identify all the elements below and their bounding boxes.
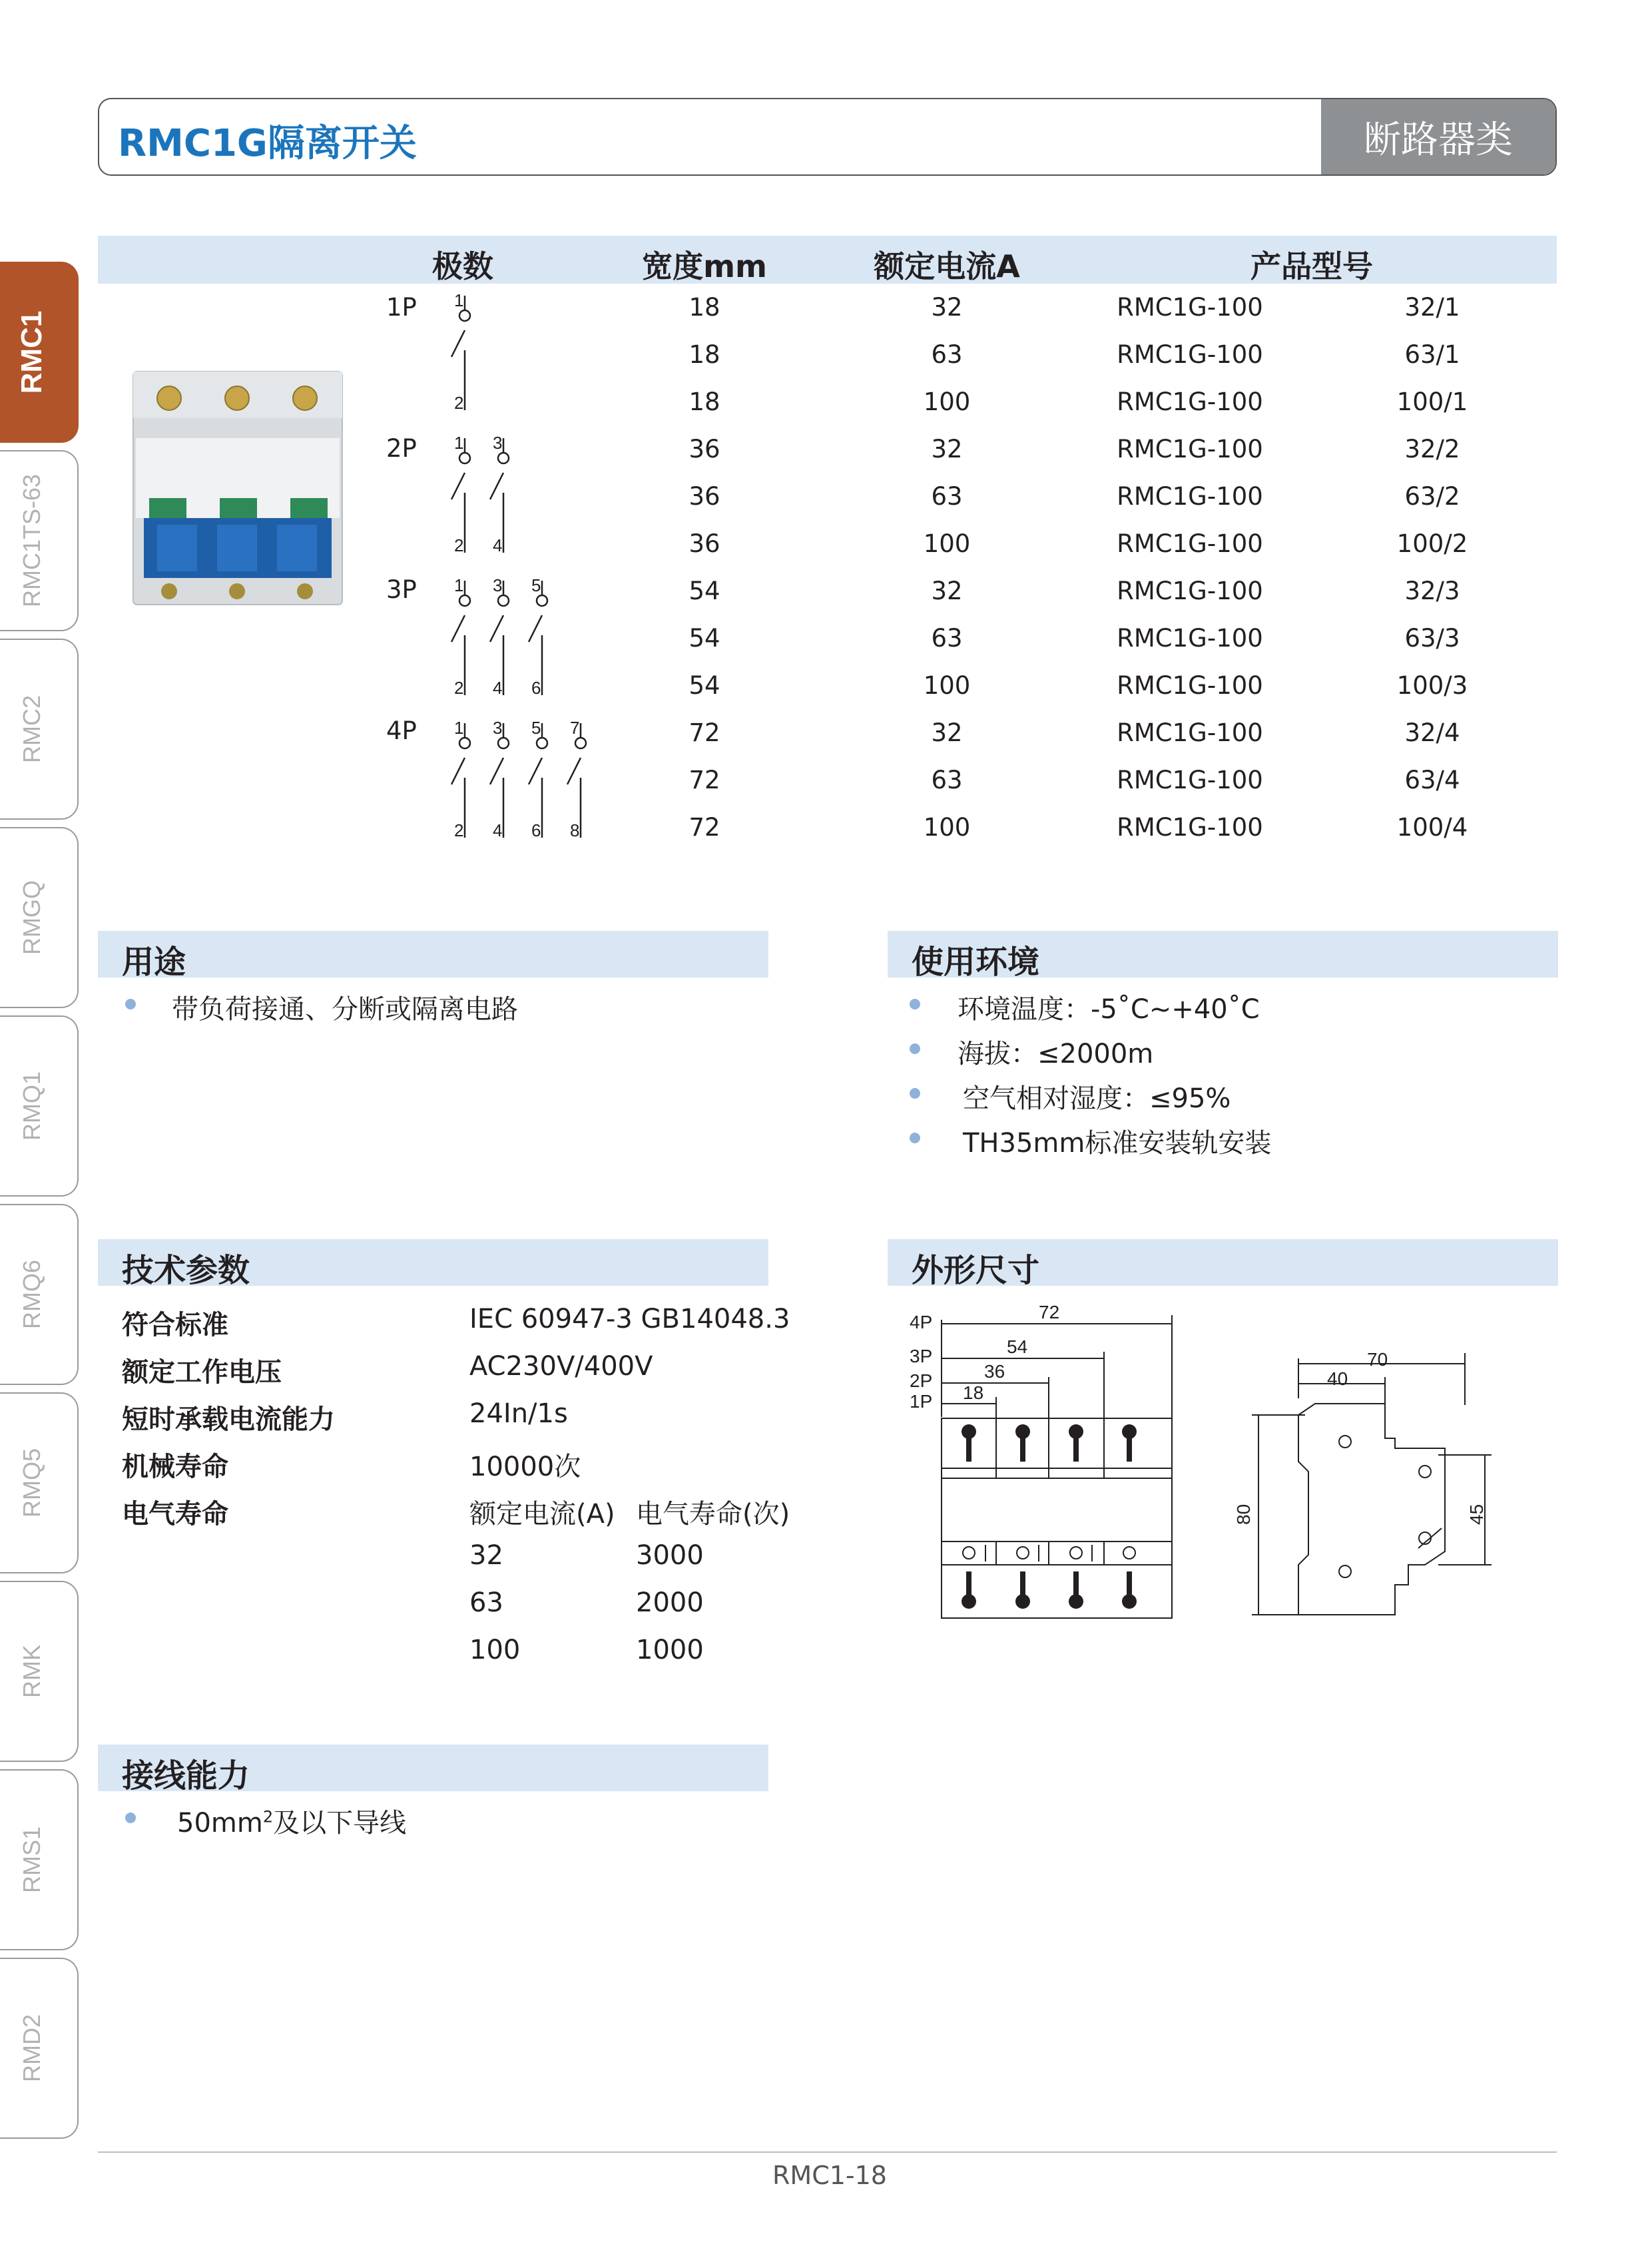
environment-item: 环境温度：-5˚C~+40˚C bbox=[958, 994, 1260, 1025]
pole-label-3p: 3P bbox=[386, 575, 417, 604]
param-label: 短时承载电流能力 bbox=[122, 1404, 335, 1435]
category-label: 断路器类 bbox=[1321, 99, 1555, 174]
side-tab-rmq1[interactable]: RMQ1 bbox=[0, 1015, 79, 1197]
side-tab-rmk[interactable]: RMK bbox=[0, 1581, 79, 1762]
dimension-drawing bbox=[906, 1298, 1551, 1625]
header-poles: 极数 bbox=[432, 248, 493, 284]
bullet-icon bbox=[910, 999, 920, 1009]
terminal-label: 7 bbox=[570, 718, 580, 738]
terminal-label: 2 bbox=[454, 820, 464, 840]
dim-pole-label: 4P bbox=[910, 1312, 933, 1332]
product-photo bbox=[131, 365, 345, 613]
side-tab-rms1[interactable]: RMS1 bbox=[0, 1769, 79, 1950]
terminal-label: 4 bbox=[493, 678, 503, 698]
side-tab-rmgq[interactable]: RMGQ bbox=[0, 827, 79, 1008]
dim-height2: 45 bbox=[1466, 1504, 1487, 1525]
header-model: 产品型号 bbox=[1250, 248, 1373, 284]
param-label: 电气寿命 bbox=[122, 1499, 228, 1530]
terminal-label: 1 bbox=[454, 433, 464, 453]
header-current: 额定电流A bbox=[874, 248, 1020, 284]
terminal-label: 6 bbox=[531, 678, 541, 698]
dim-depth2: 40 bbox=[1327, 1368, 1348, 1389]
terminal-label: 4 bbox=[493, 820, 503, 840]
side-tab-rmd2[interactable]: RMD2 bbox=[0, 1958, 79, 2139]
param-value: AC230V/400V bbox=[469, 1351, 653, 1382]
bullet-icon bbox=[125, 999, 136, 1009]
terminal-label: 3 bbox=[493, 433, 503, 453]
section-dimensions: 外形尺寸 bbox=[888, 1239, 1558, 1286]
header-width: 宽度mm bbox=[642, 248, 767, 284]
param-label: 机械寿命 bbox=[122, 1452, 228, 1482]
terminal-label: 3 bbox=[493, 575, 503, 595]
life-header-current: 额定电流(A) bbox=[469, 1499, 615, 1530]
param-value: 10000次 bbox=[469, 1452, 581, 1482]
param-value: IEC 60947-3 GB14048.3 bbox=[469, 1304, 790, 1334]
param-value: 24In/1s bbox=[469, 1398, 568, 1429]
side-tab-rmc1ts-63[interactable]: RMC1TS-63 bbox=[0, 450, 79, 631]
page-number: RMC1-18 bbox=[772, 2161, 887, 2190]
dim-height: 80 bbox=[1233, 1504, 1254, 1525]
life-value: 3000 bbox=[636, 1540, 704, 1571]
terminal-label: 3 bbox=[493, 718, 503, 738]
product-table-header bbox=[98, 236, 1557, 284]
side-tab-rmc2[interactable]: RMC2 bbox=[0, 639, 79, 820]
life-current: 32 bbox=[469, 1540, 503, 1571]
side-tab-rmq6[interactable]: RMQ6 bbox=[0, 1204, 79, 1385]
environment-item: TH35mm标准安装轨安装 bbox=[963, 1128, 1272, 1159]
dim-pole-label: 1P bbox=[910, 1391, 933, 1412]
bullet-icon bbox=[910, 1133, 920, 1143]
life-value: 1000 bbox=[636, 1635, 704, 1665]
footer-divider bbox=[98, 2151, 1557, 2153]
param-label: 符合标准 bbox=[122, 1310, 228, 1340]
pole-label-1p: 1P bbox=[386, 293, 417, 322]
life-value: 2000 bbox=[636, 1587, 704, 1618]
environment-item: 空气相对湿度：≤95% bbox=[963, 1083, 1231, 1114]
terminal-label: 1 bbox=[454, 290, 464, 310]
environment-item: 海拔：≤2000m bbox=[958, 1039, 1154, 1069]
section-tech: 技术参数 bbox=[98, 1239, 768, 1286]
dim-depth: 70 bbox=[1367, 1349, 1388, 1370]
dim-width: 18 bbox=[963, 1382, 984, 1403]
terminal-label: 1 bbox=[454, 718, 464, 738]
bullet-icon bbox=[910, 1088, 920, 1099]
terminal-label: 2 bbox=[454, 535, 464, 555]
title-bar bbox=[98, 98, 1557, 176]
section-environment: 使用环境 bbox=[888, 931, 1558, 978]
pole-label-4p: 4P bbox=[386, 716, 417, 745]
terminal-label: 6 bbox=[531, 820, 541, 840]
terminal-label: 4 bbox=[493, 535, 503, 555]
bullet-icon bbox=[125, 1813, 136, 1823]
terminal-label: 5 bbox=[531, 718, 541, 738]
life-current: 63 bbox=[469, 1587, 503, 1618]
pole-label-2p: 2P bbox=[386, 434, 417, 463]
side-tab-rmq5[interactable]: RMQ5 bbox=[0, 1392, 79, 1573]
wiring-text: $50mm^2$及以下导线 bbox=[177, 1807, 407, 1838]
dim-pole-label: 3P bbox=[910, 1346, 933, 1366]
section-wiring: 接线能力 bbox=[98, 1745, 768, 1791]
param-label: 额定工作电压 bbox=[122, 1357, 282, 1388]
terminal-label: 2 bbox=[454, 678, 464, 698]
side-tab-rmc1[interactable]: RMC1 bbox=[0, 262, 79, 443]
usage-item: 带负荷接通、分断或隔离电路 bbox=[172, 994, 518, 1025]
page-title: RMC1G隔离开关 bbox=[118, 122, 417, 165]
dim-width: 54 bbox=[1007, 1336, 1028, 1357]
dim-width: 72 bbox=[1039, 1302, 1060, 1322]
section-usage: 用途 bbox=[98, 931, 768, 978]
switch-symbols bbox=[439, 290, 606, 850]
dim-width: 36 bbox=[984, 1361, 1005, 1382]
bullet-icon bbox=[910, 1043, 920, 1054]
terminal-label: 8 bbox=[570, 820, 580, 840]
dim-pole-label: 2P bbox=[910, 1370, 933, 1391]
terminal-label: 5 bbox=[531, 575, 541, 595]
life-current: 100 bbox=[469, 1635, 521, 1665]
terminal-label: 2 bbox=[454, 393, 464, 413]
terminal-label: 1 bbox=[454, 575, 464, 595]
life-header-life: 电气寿命(次) bbox=[636, 1499, 790, 1530]
